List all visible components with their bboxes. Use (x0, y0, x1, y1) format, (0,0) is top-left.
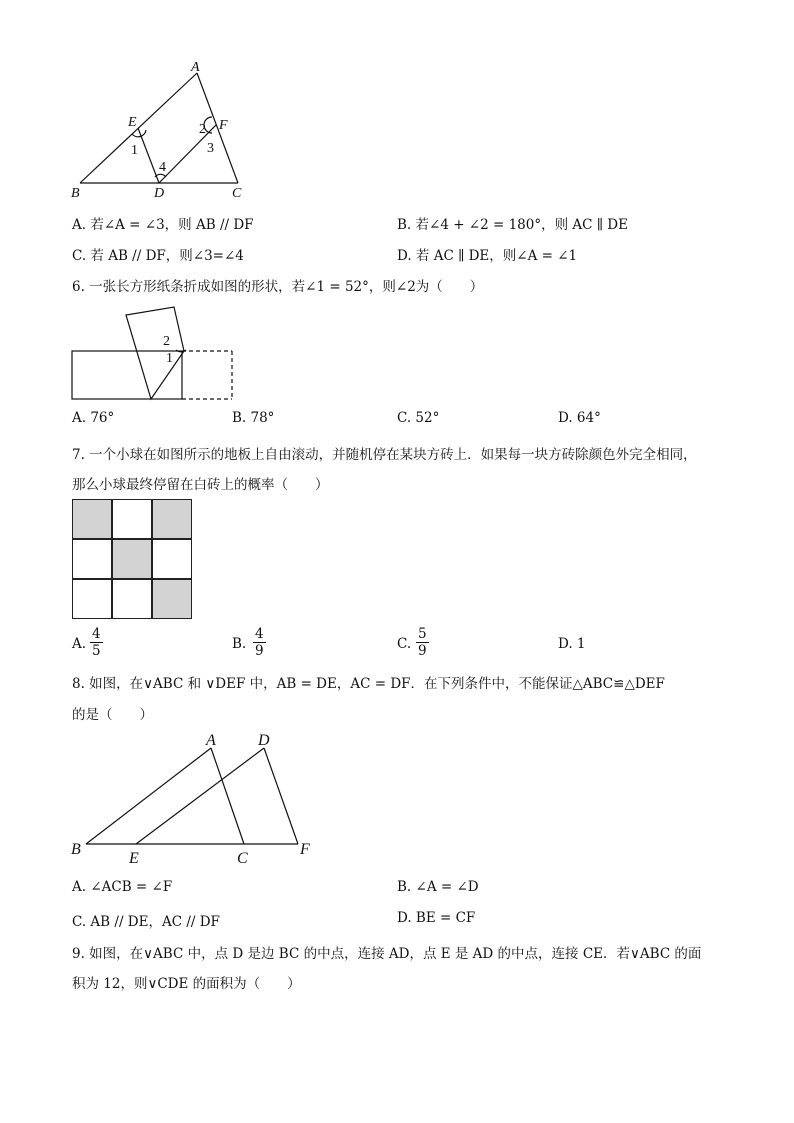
q7-stem-line-1: 7. 一个小球在如图所示的地板上自由滚动，并随机停在某块方砖上．如果每一块方砖除颜色外完全相同， (72, 447, 697, 463)
angle-3-label: 3 (207, 141, 214, 156)
floor-tile-grid (72, 499, 192, 619)
q7-option-d[interactable]: D. 1 (558, 636, 586, 652)
fraction-denominator: 9 (418, 643, 427, 659)
q7-option-a-label[interactable]: A. (72, 636, 87, 652)
floor-tile-white (72, 579, 112, 619)
q7-option-b-label[interactable]: B. (232, 636, 247, 652)
q6-stem: 6. 一张长方形纸条折成如图的形状，若∠1 = 52°，则∠2为（ ） (72, 279, 484, 295)
q5-option-c[interactable]: C. 若 AB // DF，则∠3=∠4 (72, 248, 244, 264)
q5-option-d[interactable]: D. 若 AC ∥ DE，则∠A = ∠1 (397, 248, 578, 264)
label-a: A (206, 732, 216, 749)
q8-option-a[interactable]: A. ∠ACB = ∠F (72, 879, 173, 895)
fraction-numerator: 5 (418, 626, 427, 642)
label-f: F (300, 841, 310, 858)
angle-4-label: 4 (159, 160, 166, 175)
q9-stem-line-1: 9. 如图，在∨ABC 中，点 D 是边 BC 的中点，连接 AD，点 E 是 AD 的中点，连接 CE．若∨ABC 的面 (72, 946, 702, 962)
floor-tile-white (112, 499, 152, 539)
fold-angle-2-label: 2 (163, 334, 170, 349)
label-d: D (258, 732, 270, 749)
q8-option-d[interactable]: D. BE = CF (397, 910, 476, 926)
floor-tile-gray (72, 499, 112, 539)
angle-2-label: 2 (199, 122, 206, 137)
floor-tile-white (152, 539, 192, 579)
q5-option-a[interactable]: A. 若∠A = ∠3，则 AB // DF (72, 217, 254, 233)
figure-folded-strip (68, 305, 238, 405)
q6-option-c[interactable]: C. 52° (397, 410, 440, 426)
fraction-denominator: 9 (255, 643, 264, 659)
floor-tile-white (72, 539, 112, 579)
label-c: C (237, 850, 248, 867)
fraction-numerator: 4 (255, 626, 264, 642)
q7-option-c-fraction (416, 626, 429, 659)
label-e: E (129, 850, 139, 867)
q7-option-c-label[interactable]: C. (397, 636, 412, 652)
angle-1-label: 1 (131, 143, 138, 158)
q7-option-b-fraction (253, 626, 266, 659)
q8-stem-line-2: 的是（ ） (72, 707, 153, 723)
fraction-numerator: 4 (92, 626, 101, 642)
q5-option-b[interactable]: B. 若∠4 + ∠2 = 180°，则 AC ∥ DE (397, 217, 628, 233)
floor-tile-gray (112, 539, 152, 579)
label-b: B (71, 186, 80, 201)
q6-option-d[interactable]: D. 64° (558, 410, 601, 426)
fraction-denominator: 5 (92, 643, 101, 659)
q8-option-c[interactable]: C. AB // DE，AC // DF (72, 914, 220, 930)
floor-tile-gray (152, 499, 192, 539)
label-d: D (154, 186, 165, 201)
q8-stem-line-1: 8. 如图，在∨ABC 和 ∨DEF 中，AB = DE，AC = DF．在下列条件中，不能保证△ABC≌△DEF (72, 676, 665, 692)
label-e: E (128, 115, 137, 130)
label-f: F (219, 118, 228, 133)
label-a: A (191, 60, 200, 75)
figure-triangle-abc-def (60, 55, 260, 205)
q6-option-b[interactable]: B. 78° (232, 410, 275, 426)
q8-option-b[interactable]: B. ∠A = ∠D (397, 879, 479, 895)
label-b: B (71, 841, 81, 858)
fold-angle-1-label: 1 (166, 351, 173, 366)
label-c: C (232, 186, 242, 201)
floor-tile-white (112, 579, 152, 619)
q9-stem-line-2: 积为 12，则∨CDE 的面积为（ ） (72, 976, 301, 992)
q7-stem-line-2: 那么小球最终停留在白砖上的概率（ ） (72, 477, 329, 493)
floor-tile-gray (152, 579, 192, 619)
q6-option-a[interactable]: A. 76° (72, 410, 115, 426)
q7-option-a-fraction (90, 626, 103, 659)
figure-triangles-abc-def (66, 726, 326, 868)
